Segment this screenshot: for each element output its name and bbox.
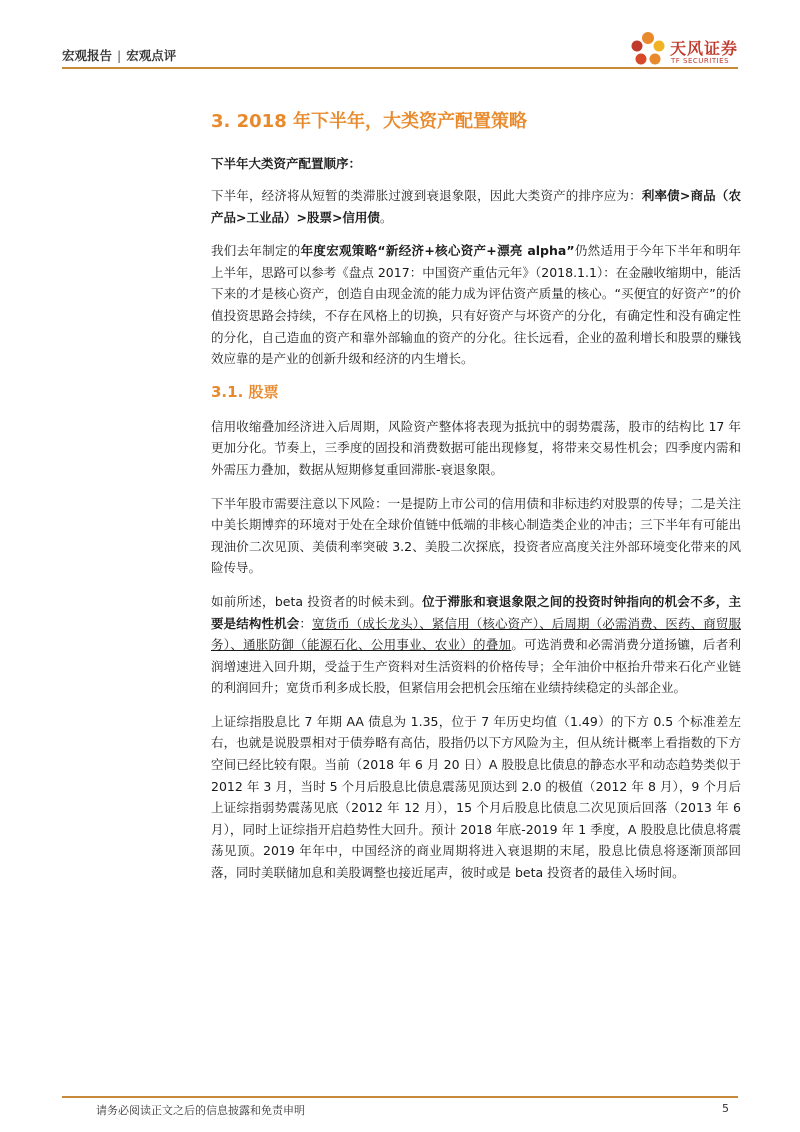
text-run: 如前所述，beta 投资者的时候未到。 xyxy=(211,593,423,609)
stock-paragraph-4: 上证综指股息比 7 年期 AA 债息为 1.35，位于 7 年历史均值（1.49）的下方 0.5 个标准差左右，也就是说股票相对于债券略有高估，股指仍以下方风险为主，但从统计概率上看指数的下方空间已经比较有限。当前（2018 年 6 月 20 日）A 股股息比债息的静态水平和动态趋势类似于 2012 年 3 月，当时 5 个月后股息比债息震荡见顶达到 2.0 的极值（2012 年 8 月），9 个月后上证综指弱势震荡见底（2012 年 12 月），15 个月后股息比债息二次见顶后回落（2013 年 6 月），同时上证综指开启趋势性大回升。预计 2018 年底-2019 年 1 季度，A 股股息比债息将震荡见顶。2019 年年中，中国经济的商业周期将进入衰退期的末尾，股息比债息将逐渐顶部回落，同时美联储加息和美股调整也接近尾声，彼时或是 beta 投资者的最佳入场时间。 xyxy=(211,713,741,881)
logo-text-en: TF SECURITIES xyxy=(671,57,730,65)
text-run: 我们去年制定的 xyxy=(211,243,301,259)
text-run: ： xyxy=(299,615,312,631)
bold-run: 利率债>商品（农产品>工业品）>股票>信用债 xyxy=(211,188,741,225)
report-category xyxy=(62,46,176,64)
text-run: 仍然适用于今年下半年和明年上半年，思路可以参考《盘点 2017：中国资产重估元年》（2018.1.1）：在金融收缩期中，能活下来的才是核心资产，创造自由现金流的能力成为评估资产质量的核心。“买便宜的好资产”的价值投资思路会持续，不存在风格上的切换，只有好资产与坏资产的分化，有确定性和没有确定性的分化，自己造血的资产和靠外部输血的资产的分化。往长远看，企业的盈利增长和股票的赚钱效应靠的是产业的创新升级和经济的内生增长。 xyxy=(211,243,741,367)
subcategory-label: 宏观点评 xyxy=(126,48,177,63)
allocation-subheading: 下半年大类资产配置顺序： xyxy=(211,156,362,171)
strategy-paragraph xyxy=(211,240,741,370)
bold-run: 位于滞胀和衰退象限之间的投资时钟指向的机会不多，主要是结构性机会 xyxy=(211,593,741,631)
text-run: 。 xyxy=(379,209,393,225)
subsection-title: 3.1. 股票 xyxy=(211,382,279,401)
category-label: 宏观报告 xyxy=(62,48,113,63)
header-separator: | xyxy=(117,48,122,63)
footer-disclaimer: 请务必阅读正文之后的信息披露和免责申明 xyxy=(96,1104,305,1117)
stock-paragraph-1: 信用收缩叠加经济进入后周期，风险资产整体将表现为抵抗中的弱势震荡，股市的结构比 17 年更加分化。节奏上，三季度的固投和消费数据可能出现修复，将带来交易性机会；四季度内需和外需压力叠加，数据从短期修复重回滞胀-衰退象限。 xyxy=(211,418,741,477)
logo-flower-icon xyxy=(628,28,668,72)
bold-run: 年度宏观策略“新经济+核心资产+漂亮 alpha” xyxy=(300,243,575,259)
allocation-order-paragraph xyxy=(211,185,741,228)
main-content xyxy=(211,108,741,884)
section-title: 3. 2018 年下半年，大类资产配置策略 xyxy=(211,111,527,132)
stock-paragraph-2: 下半年股市需要注意以下风险：一是提防上市公司的信用债和非标违约对股票的传导；二是关注中美长期博弈的环境对于处在全球价值链中低端的非核心制造类企业的冲击；三下半年有可能出现油价二次见顶、美债利率突破 3.2、美股二次探底，投资者应高度关注外部环境变化带来的风险传导。 xyxy=(211,495,741,576)
logo-text-cn: 天风证券 xyxy=(670,39,739,58)
underlined-run: 宽货币（成长龙头）、紧信用（核心资产）、后周期（必需消费、医药、商贸服务）、通胀防御（能源石化、公用事业、农业）的叠加 xyxy=(211,615,741,653)
stock-paragraph-3 xyxy=(211,591,741,699)
header-divider xyxy=(62,67,738,69)
company-logo xyxy=(628,28,748,72)
text-run: 下半年，经济将从短暂的类滞胀过渡到衰退象限，因此大类资产的排序应为： xyxy=(211,188,642,203)
page-number: 5 xyxy=(722,1102,729,1115)
text-run: 。可选消费和必需消费分道扬镳，后者利润增速进入回升期，受益于生产资料对生活资料的价格传导；全年油价中枢抬升带来石化产业链的利润回升；宽货币利多成长股，但紧信用会把机会压缩在业绩持续稳定的头部企业。 xyxy=(211,637,741,696)
footer-divider xyxy=(62,1096,738,1098)
